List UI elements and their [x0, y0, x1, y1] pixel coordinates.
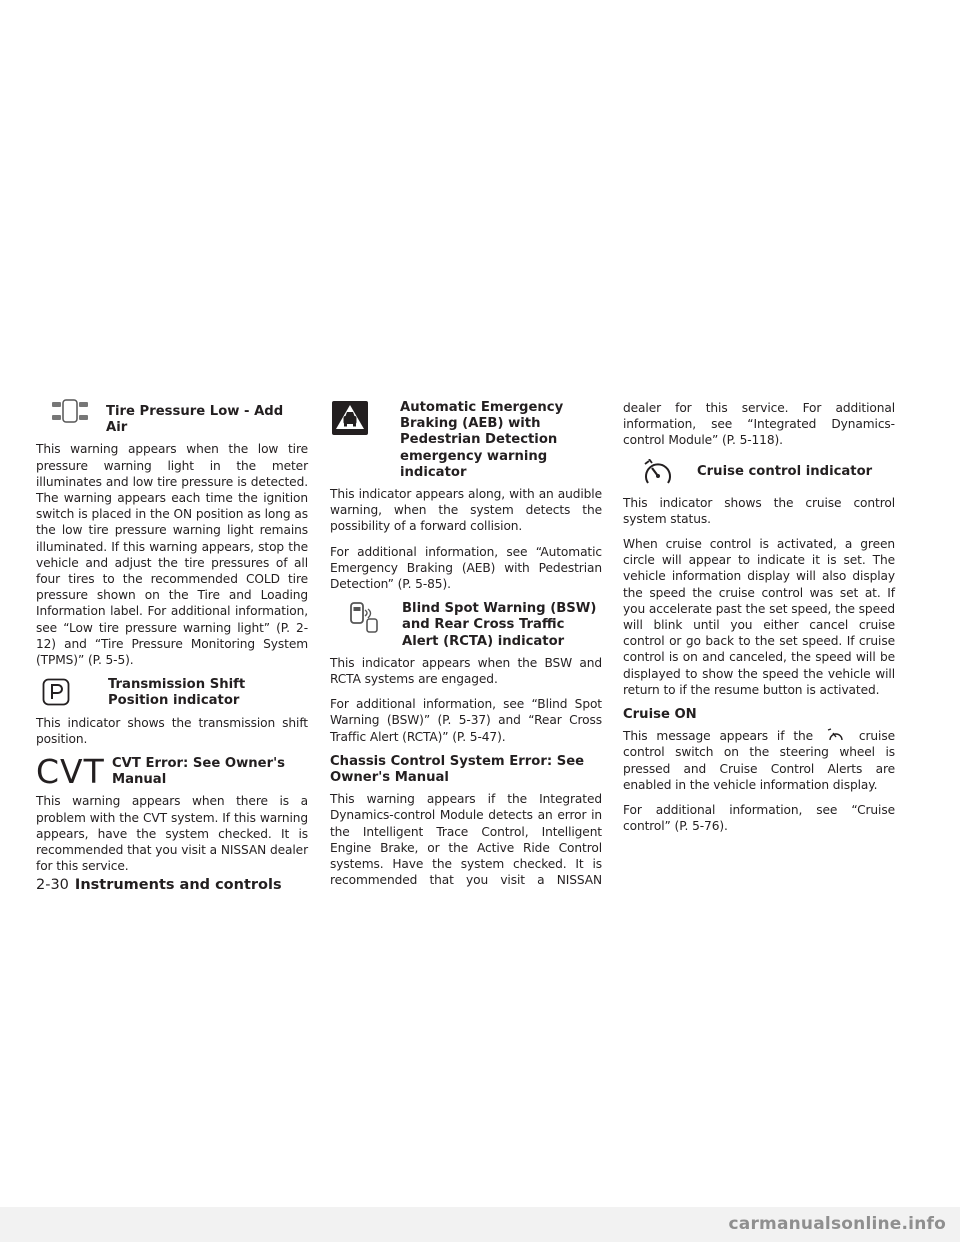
bsw-heading	[330, 601, 602, 650]
cruise-on-body-2: For additional information, see “Cruise control” (P. 5-76).	[623, 803, 895, 834]
cruise-on-body-post: cruise control switch on the steering wheel is pressed and Cruise Control Alerts are enabled in the vehicle information display.	[623, 729, 895, 792]
aeb-heading	[330, 400, 602, 481]
cvt-icon-text: CVT	[36, 752, 105, 792]
tire-pressure-title: Tire Pressure Low - Add Air	[106, 404, 284, 436]
cvt-error-body: This warning appears when there is a problem with the CVT system. If this warning appears, have the system checked. It is recommended that you visit a NISSAN dealer for this service.	[36, 794, 308, 874]
blind-spot-icon	[330, 601, 402, 635]
cvt-icon	[36, 752, 112, 792]
page-number: 2-30	[36, 877, 69, 893]
shift-position-title: Transmission Shift Position indicator	[108, 677, 246, 709]
cruise-control-body-2: When cruise control is activated, a green circle will appear to indicate it is set. The vehicle information display will also display the speed the cruise control was set at. If you accelerate past the set speed, the speed will blink until you either cancel cruise control or go back to the set speed. If cruise control is on and canceled, the speed will be displayed to show the speed the vehicle will return to if the resume button is activated.	[623, 537, 895, 697]
bsw-body-1: This indicator appears when the BSW and RCTA systems are engaged.	[330, 655, 602, 687]
cruise-control-title: Cruise control indicator	[697, 463, 873, 479]
cruise-on-title: Cruise ON	[623, 707, 697, 723]
chassis-control-body: This warning appears if the Integrated Dynamics-control Module detects an error in the Intelligent Trace Control, Intelligent Engine Brake, or the Active Ride Control systems. Have the system checked. It is recommended that you visit a NISSAN	[330, 792, 602, 888]
cruise-on-body	[623, 728, 895, 793]
bsw-title: Blind Spot Warning (BSW) and Rear Cross Traffic Alert (RCTA) indicator	[402, 601, 597, 649]
aeb-warning-icon	[330, 400, 400, 436]
aeb-body-2: For additional information, see “Automatic Emergency Braking (AEB) with Pedestrian Detection” (P. 5-85).	[330, 544, 602, 592]
column-1	[36, 400, 308, 883]
bsw-body-2: For additional information, see “Blind Spot Warning (BSW)” (P. 5-37) and “Rear Cross Traffic Alert (RCTA)” (P. 5-47).	[330, 697, 602, 744]
tire-pressure-body: This warning appears when the low tire pressure warning light in the meter illuminates and low tire pressure is detected. The warning appears each time the ignition switch is placed in the ON position as long as the low tire pressure warning light remains illuminated. If this warning appears, stop the vehicle and adjust the tire pressures of all four tires to the recommended COLD tire pressure shown on the Tire and Loading Information label. For additional information, see “Low tire pressure warning light” (P. 2-12) and “Tire Pressure Monitoring System (TPMS)” (P. 5-5).	[36, 442, 308, 668]
column-2	[330, 400, 602, 897]
shift-position-body: This indicator shows the transmission shift position.	[36, 715, 308, 746]
section-title: Instruments and controls	[74, 877, 282, 893]
shift-position-heading	[36, 677, 308, 709]
cruise-control-heading	[623, 458, 895, 490]
watermark-text: carmanualsonline.info	[728, 1214, 946, 1234]
chassis-continued-body: dealer for this service. For additional information, see “Integrated Dynamics-control Module” (P. 5-118).	[623, 401, 895, 448]
cruise-control-icon	[623, 458, 697, 490]
tire-pressure-heading	[36, 400, 308, 436]
page-footer	[36, 877, 282, 893]
chassis-control-title: Chassis Control System Error: See Owner's Manual	[330, 753, 585, 786]
aeb-body-1: This indicator appears along, with an audible warning, when the system detects the possibility of a forward collision.	[330, 487, 602, 534]
aeb-title: Automatic Emergency Braking (AEB) with Pedestrian Detection emergency warning indicator	[400, 400, 564, 480]
park-p-icon	[36, 677, 108, 707]
cruise-control-body-1: This indicator shows the cruise control system status.	[623, 495, 895, 526]
cruise-switch-icon	[824, 728, 848, 742]
column-3	[623, 400, 895, 843]
watermark-bar	[0, 1207, 960, 1242]
cruise-on-body-pre: This message appears if the	[623, 729, 814, 744]
cvt-error-heading	[36, 752, 308, 792]
cvt-error-title: CVT Error: See Owner's Manual	[112, 756, 286, 788]
tire-pressure-warning-icon	[36, 400, 106, 422]
